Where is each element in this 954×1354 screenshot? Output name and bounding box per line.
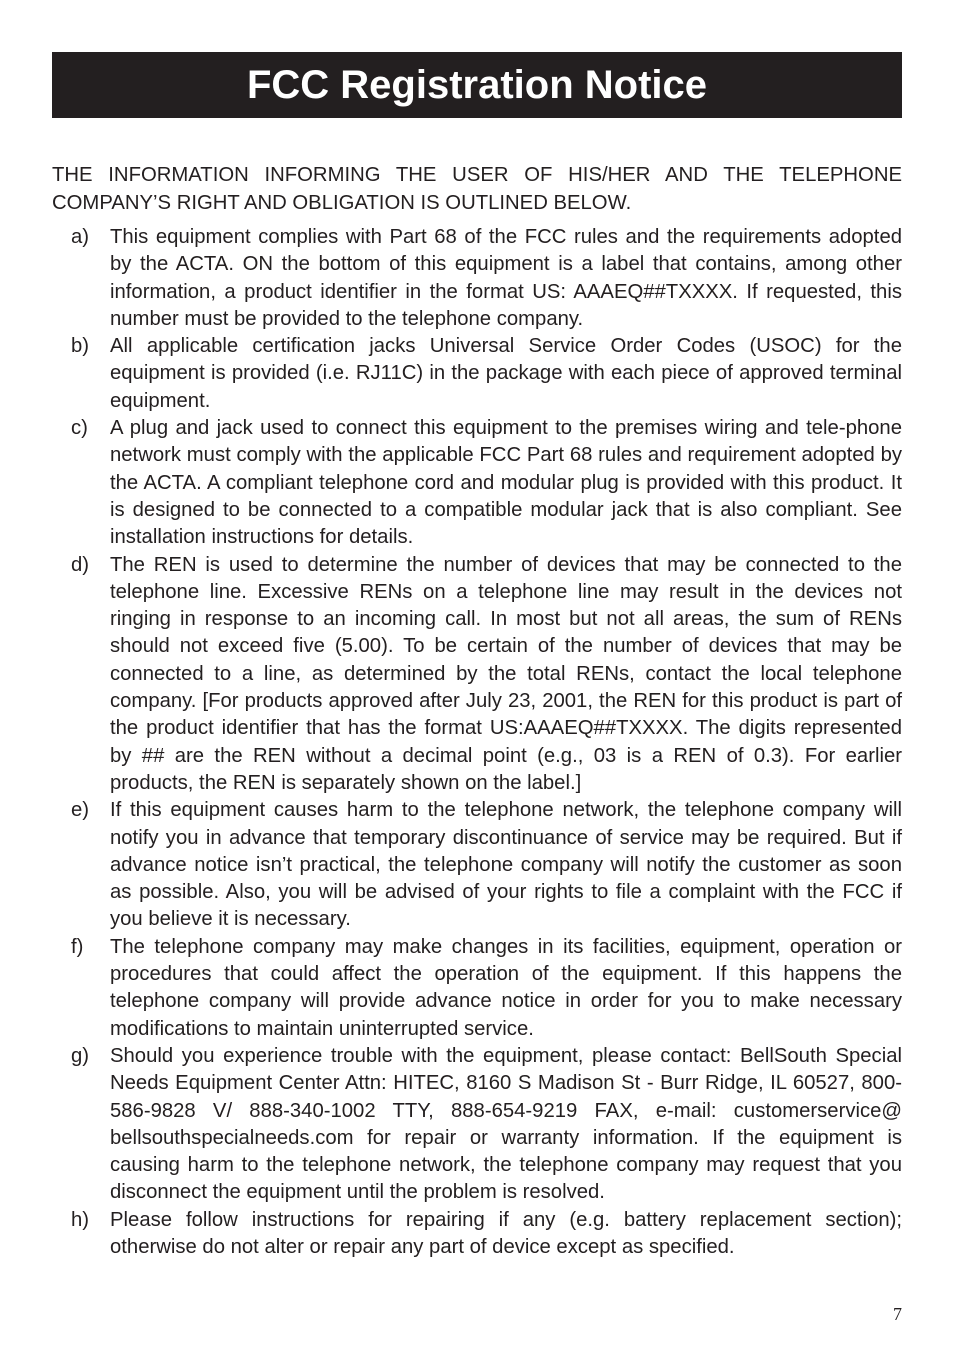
item-text: This equipment complies with Part 68 of the FCC rules and the requirements adopted by the ACTA. ON the bottom of this equipment is a label that contains, among other information, a product identifier in the format US: AAAEQ##TXXXX. If requested, this number must be provided to the telephone company. [110, 226, 902, 330]
notice-item-h [52, 1207, 902, 1262]
item-marker: a) [71, 226, 90, 248]
item-marker: g) [71, 1044, 90, 1067]
notice-item-e [52, 797, 902, 933]
notice-item-g [52, 1043, 902, 1207]
notice-item-f [52, 934, 902, 1043]
notice-item-d [52, 552, 902, 798]
intro-paragraph: THE INFORMATION INFORMING THE USER OF HIS/HER AND THE TELEPHONE COMPANY’S RIGHT AND OBLIGATION IS OUTLINED BELOW. [52, 164, 902, 214]
item-marker: d) [71, 553, 90, 576]
item-text: The REN is used to determine the number of devices that may be connected to the telephone line. Excessive RENs on a telephone line may result in the devices not ringing in response to an incoming call. In most but not all areas, the sum of RENs should not exceed five (5.00). To be certain of the number of devices that may be connected to a line, as determined by the total RENs, contact the local telephone company. [For products approved after July 23, 2001, the REN for this product is part of the product identifier that has the format US:AAAEQ##TXXXX. The digits represented by ## are the REN without a decimal point (e.g., 03 is a REN of 0.3). For earlier products, the REN is separately shown on the label.] [110, 553, 902, 794]
notice-item-a [52, 224, 902, 333]
item-marker: b) [71, 335, 90, 358]
title-bar [52, 52, 902, 118]
page-title: FCC Registration Notice [246, 63, 708, 107]
item-text: All applicable certification jacks Universal Service Order Codes (USOC) for the equipment is provided (i.e. RJ11C) in the package with each piece of approved terminal equipment. [110, 335, 902, 412]
item-text: A plug and jack used to connect this equipment to the premises wiring and tele-phone network must comply with the applicable FCC Part 68 rules and requirement adopted by the ACTA. A compliant telephone cord and modular plug is provided with this product. It is designed to be connected to a compatible modular jack that is also compliant. See installation instructions for details. [110, 417, 902, 549]
page-number: 7 [893, 1304, 902, 1324]
item-marker: c) [71, 417, 88, 440]
item-text: Please follow instructions for repairing if any (e.g. battery replacement section); otherwise do not alter or repair any part of device except as specified. [110, 1208, 902, 1258]
notice-item-c [52, 415, 902, 551]
notice-list [52, 224, 902, 1261]
notice-item-b [52, 333, 902, 415]
item-text: The telephone company may make changes in its facilities, equipment, operation or procedures that could affect the operation of the equipment. If this happens the telephone company will provide advance notice in order for you to make necessary modifications to maintain uninterrupted service. [110, 935, 902, 1040]
item-marker: h) [71, 1208, 90, 1231]
item-marker: e) [71, 799, 90, 822]
item-marker: f) [71, 935, 84, 958]
item-text: If this equipment causes harm to the telephone network, the telephone company will notify you in advance that temporary discontinuance of service may be required. But if advance notice isn’t practical, the telephone company will notify the customer as soon as possible. Also, you will be advised of your rights to file a complaint with the FCC if you believe it is necessary. [110, 799, 902, 931]
item-text: Should you experience trouble with the equipment, please contact: BellSouth Special Needs Equipment Center Attn: HITEC, 8160 S Madison St - Burr Ridge, IL 60527, 800-586-9828 V/ 888-340-1002 TTY, 888-654-9219 FAX, e-mail: customerservice@ bellsouthspecialneeds.com for repair or warranty information. If the equipment is causing harm to the telephone network, the telephone company may request that you disconnect the equipment until the problem is resolved. [110, 1044, 902, 1204]
